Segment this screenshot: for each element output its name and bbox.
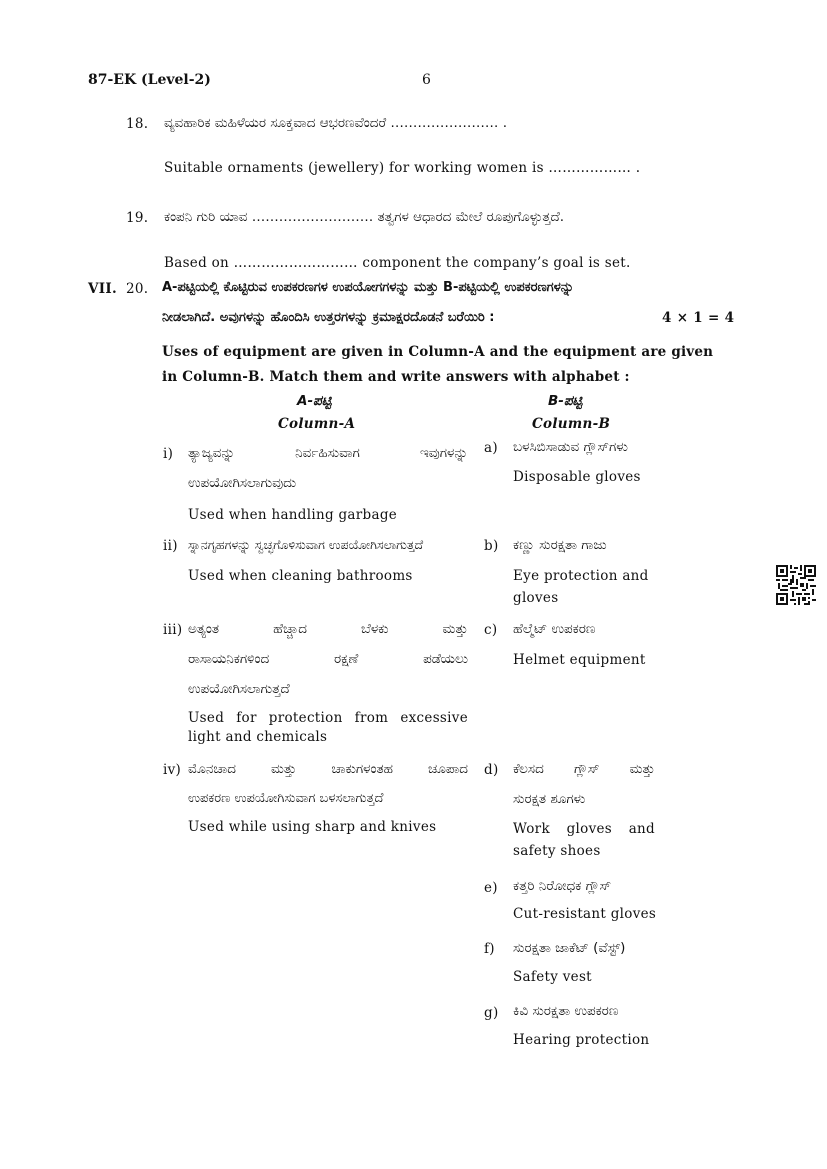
column-a-label-i: i) bbox=[163, 446, 174, 462]
column-b-label-c: c) bbox=[484, 622, 498, 638]
column-b-item-d-kannada-line1 bbox=[513, 761, 655, 777]
column-b-item-b-english-line1: Eye protection and bbox=[513, 568, 649, 584]
question-18-kannada: ವ್ಯವಹಾರಿಕ ಮಹಿಳೆಯರ ಸೂಕ್ತವಾದ ಆಭರಣವೆಂದರೆ …………………… . bbox=[164, 115, 508, 131]
question-19-english: Based on ……………………… component the company’s goal is set. bbox=[164, 255, 631, 271]
column-b-item-c-english: Helmet equipment bbox=[513, 652, 646, 668]
column-b-label-d: d) bbox=[484, 762, 499, 778]
column-b-item-e-kannada: ಕತ್ತರಿ ನಿರೋಧಕ ಗ್ಲೌಸ್ bbox=[513, 878, 612, 894]
question-19-kannada: ಕಂಪನಿ ಗುರಿ ಯಾವ ……………………… ತತ್ವಗಳ ಆಧಾರದ ಮೇಲೆ ರೂಪುಗೊಳ್ಳುತ್ತದೆ. bbox=[164, 209, 565, 225]
question-number-20: 20. bbox=[126, 281, 149, 297]
column-a-kannada-heading: A-ಪಟ್ಟಿ bbox=[297, 393, 332, 409]
question-number-18: 18. bbox=[126, 116, 149, 132]
column-a-item-iii-kannada-line3: ಉಪಯೋಗಿಸಲಾಗುತ್ತದೆ bbox=[188, 681, 290, 697]
column-b-heading: Column-B bbox=[532, 416, 611, 432]
column-b-kannada-heading: B-ಪಟ್ಟಿ bbox=[548, 393, 583, 409]
column-b-item-d-english-line1 bbox=[513, 821, 655, 837]
kannada-text: ರಾಸಾಯನಿಕಗಳಿಂದ ರಕ್ಷಣೆ ಪಡೆಯಲು bbox=[188, 651, 468, 667]
column-b-item-d-kannada-line2: ಸುರಕ್ಷತ ಶೂಗಳು bbox=[513, 791, 586, 807]
column-b-item-g-kannada: ಕಿವಿ ಸುರಕ್ಷತಾ ಉಪಕರಣ bbox=[513, 1003, 619, 1019]
question-20-kannada-line1: A-ಪಟ್ಟಿಯಲ್ಲಿ ಕೊಟ್ಟಿರುವ ಉಪಕರಣಗಳ ಉಪಯೋಗಗಳನ್ನು ಮತ್ತು B-ಪಟ್ಟಿಯಲ್ಲಿ ಉಪಕರಣಗಳನ್ನು bbox=[162, 280, 574, 295]
kannada-text: ತ್ಯಾಜ್ಯವನ್ನು ನಿರ್ವಹಿಸುವಾಗ ಇವುಗಳನ್ನು bbox=[188, 445, 468, 461]
column-b-label-g: g) bbox=[484, 1005, 499, 1021]
column-b-item-a-kannada: ಬಳಸಿಬಿಸಾಡುವ ಗ್ಲೌಸ್‌ಗಳು bbox=[513, 439, 628, 455]
question-number-19: 19. bbox=[126, 210, 149, 226]
column-b-item-d-english-line2: safety shoes bbox=[513, 843, 601, 859]
column-b-label-e: e) bbox=[484, 880, 498, 896]
column-b-item-b-english-line2: gloves bbox=[513, 590, 559, 606]
column-a-label-iv: iv) bbox=[163, 762, 182, 778]
column-a-item-iii-english-line1 bbox=[188, 710, 468, 726]
kannada-text: ಕೆಲಸದ ಗ್ಲೌಸ್ ಮತ್ತು bbox=[513, 761, 655, 777]
question-18-english: Suitable ornaments (jewellery) for working women is ……………… . bbox=[164, 160, 641, 176]
column-b-item-e-english: Cut-resistant gloves bbox=[513, 906, 657, 922]
page-number: 6 bbox=[422, 72, 431, 88]
column-a-item-ii-english: Used when cleaning bathrooms bbox=[188, 568, 413, 584]
english-text: Used for protection from excessive bbox=[188, 710, 468, 726]
qr-code-icon bbox=[776, 565, 816, 605]
column-b-label-b: b) bbox=[484, 538, 499, 554]
column-a-label-iii: iii) bbox=[163, 622, 183, 638]
column-a-label-ii: ii) bbox=[163, 538, 178, 554]
column-a-item-i-english: Used when handling garbage bbox=[188, 507, 398, 523]
english-text: Work gloves and bbox=[513, 821, 655, 837]
question-20-english-line1: Uses of equipment are given in Column-A and the equipment are given bbox=[162, 344, 714, 360]
column-a-item-i-kannada-line2: ಉಪಯೋಗಿಸಲಾಗುವುದು bbox=[188, 475, 297, 491]
question-20-english-line2: in Column-B. Match them and write answers with alphabet : bbox=[162, 369, 630, 385]
column-a-item-iii-english-line2: light and chemicals bbox=[188, 729, 328, 745]
column-a-item-iii-kannada-line2 bbox=[188, 651, 468, 667]
column-b-item-c-kannada: ಹೆಲ್ಮೆಟ್ ಉಪಕರಣ bbox=[513, 621, 596, 637]
column-b-label-f: f) bbox=[484, 941, 495, 957]
column-a-item-iii-kannada-line1 bbox=[188, 621, 468, 637]
column-a-heading: Column-A bbox=[278, 416, 356, 432]
column-b-item-f-english: Safety vest bbox=[513, 969, 592, 985]
column-b-item-b-kannada: ಕಣ್ಣು ಸುರಕ್ಷತಾ ಗಾಜು bbox=[513, 537, 607, 553]
column-b-item-g-english: Hearing protection bbox=[513, 1032, 650, 1048]
question-20-kannada-line2: ನೀಡಲಾಗಿದೆ. ಅವುಗಳನ್ನು ಹೊಂದಿಸಿ ಉತ್ತರಗಳನ್ನು ಕ್ರಮಾಕ್ಷರದೊಡನೆ ಬರೆಯಿರಿ : bbox=[162, 310, 495, 325]
column-b-item-f-kannada: ಸುರಕ್ಷತಾ ಜಾಕೆಟ್ (ವೆಸ್ಟ್) bbox=[513, 940, 626, 956]
column-a-item-iv-kannada-line2: ಉಪಕರಣ ಉಪಯೋಗಿಸುವಾಗ ಬಳಸಲಾಗುತ್ತದೆ bbox=[188, 791, 384, 806]
kannada-text: ಮೊನಚಾದ ಮತ್ತು ಚಾಕುಗಳಂತಹ ಚೂಪಾದ bbox=[188, 761, 468, 777]
marks: 4 × 1 = 4 bbox=[662, 310, 735, 326]
kannada-text: ಅತ್ಯಂತ ಹೆಚ್ಚಾದ ಬೆಳಕು ಮತ್ತು bbox=[188, 621, 468, 637]
column-b-item-a-english: Disposable gloves bbox=[513, 469, 641, 485]
column-b-label-a: a) bbox=[484, 440, 498, 456]
section-number: VII. bbox=[88, 281, 118, 297]
column-a-item-iv-kannada-line1 bbox=[188, 761, 468, 777]
paper-code: 87-EK (Level-2) bbox=[88, 72, 211, 88]
column-a-item-iv-english: Used while using sharp and knives bbox=[188, 819, 437, 835]
column-a-item-i-kannada-line1 bbox=[188, 445, 468, 461]
column-a-item-ii-kannada: ಸ್ನಾನಗೃಹಗಳನ್ನು ಸ್ವಚ್ಛಗೊಳಿಸುವಾಗ ಉಪಯೋಗಿಸಲಾಗುತ್ತದೆ bbox=[188, 537, 424, 552]
